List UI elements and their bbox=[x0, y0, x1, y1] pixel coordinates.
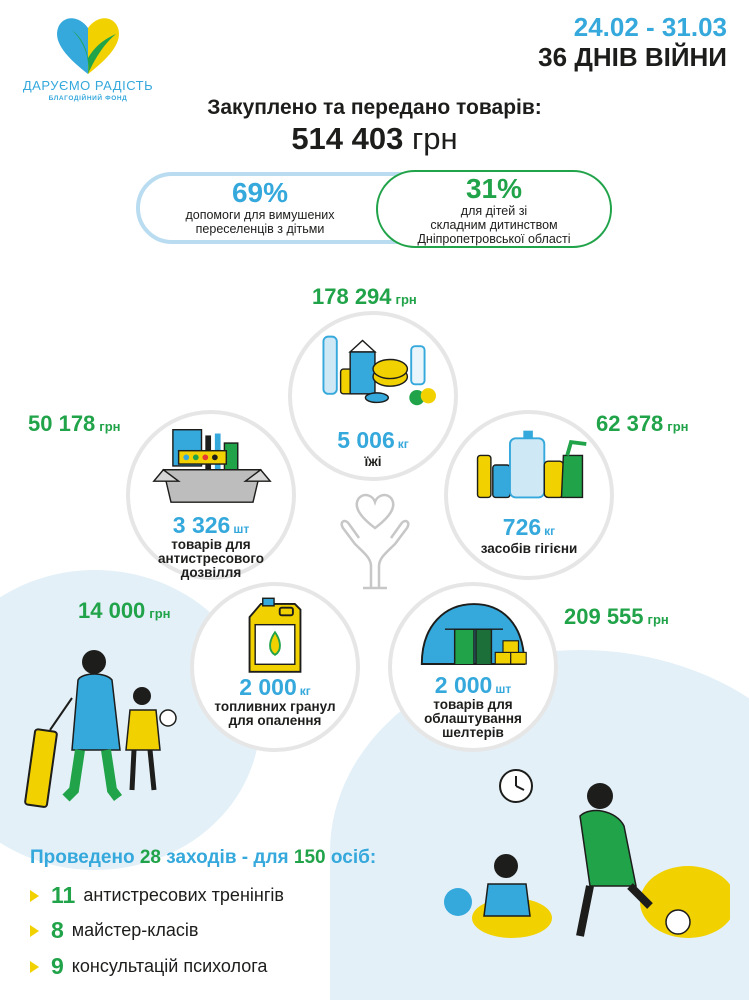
total-value: 514 403 bbox=[291, 121, 404, 156]
amount-value: 62 378 bbox=[596, 411, 664, 436]
headline: Закуплено та передано товарів: bbox=[207, 96, 542, 119]
fuel-canister-icon bbox=[242, 596, 308, 676]
amount-value: 209 555 bbox=[564, 604, 644, 629]
category-circle-food bbox=[288, 311, 458, 481]
qty-value: 5 006 bbox=[337, 427, 395, 453]
category-desc: облаштування bbox=[424, 711, 522, 726]
category-qty bbox=[194, 674, 356, 701]
category-desc: топливних гранул bbox=[214, 699, 336, 714]
qty-unit: шт bbox=[233, 522, 250, 536]
war-days: 36 ДНІВ ВІЙНИ bbox=[538, 42, 727, 72]
activity-count: 11 bbox=[51, 882, 76, 908]
activity-label: консультацій психолога bbox=[71, 956, 268, 976]
total-amount bbox=[0, 121, 749, 157]
activity-item bbox=[30, 917, 198, 944]
category-desc: антистресового bbox=[157, 551, 265, 566]
logo-name: ДАРУЄМО РАДІСТЬ bbox=[22, 78, 154, 93]
qty-unit: кг bbox=[299, 684, 311, 698]
activities-events-count: 28 bbox=[139, 847, 161, 868]
category-desc: товарів для bbox=[433, 697, 513, 712]
activity-count: 9 bbox=[51, 953, 64, 979]
amount-value: 178 294 bbox=[312, 284, 392, 309]
category-desc: товарів для bbox=[171, 537, 251, 552]
activities-people-count: 150 bbox=[293, 847, 326, 868]
category-circle-shelter bbox=[388, 582, 558, 752]
food-icon bbox=[312, 327, 436, 413]
category-desc: для опалення bbox=[228, 713, 322, 728]
triangle-bullet-icon bbox=[30, 961, 39, 973]
activity-label: майстер-класів bbox=[71, 920, 199, 940]
qty-unit: кг bbox=[397, 437, 409, 451]
category-desc: шелтерів bbox=[442, 725, 504, 740]
heart-in-hands-icon bbox=[334, 488, 416, 598]
tent-icon bbox=[416, 596, 532, 674]
category-amount bbox=[564, 604, 669, 630]
total-unit: грн bbox=[412, 121, 458, 156]
activity-item bbox=[30, 953, 267, 980]
split-text: Дніпропетровської області bbox=[417, 232, 571, 246]
qty-unit: шт bbox=[495, 682, 512, 696]
category-circle-art bbox=[126, 410, 296, 580]
qty-value: 2 000 bbox=[434, 672, 493, 698]
art-supplies-box-icon bbox=[150, 422, 274, 508]
activity-item bbox=[30, 882, 284, 909]
category-amount bbox=[28, 411, 121, 437]
category-circle-hygiene bbox=[444, 410, 614, 580]
activities-title-suffix: осіб: bbox=[330, 847, 377, 868]
activities-title bbox=[30, 847, 376, 869]
qty-value: 2 000 bbox=[239, 674, 297, 700]
qty-value: 726 bbox=[502, 514, 542, 540]
category-amount bbox=[312, 284, 417, 310]
qty-unit: кг bbox=[544, 524, 556, 538]
psychologist-session-illustration bbox=[430, 766, 730, 946]
triangle-bullet-icon bbox=[30, 890, 39, 902]
logo-subtitle: БЛАГОДІЙНИЙ ФОНД bbox=[48, 95, 128, 102]
activities-title-middle: заходів - для bbox=[166, 847, 289, 868]
hygiene-products-icon bbox=[468, 426, 592, 504]
split-text: для дітей зі bbox=[460, 204, 528, 218]
split-text: складним дитинством bbox=[430, 218, 558, 232]
amount-unit: грн bbox=[395, 292, 417, 307]
amount-unit: грн bbox=[647, 612, 669, 627]
date-range: 24.02 - 31.03 bbox=[573, 12, 727, 42]
amount-unit: грн bbox=[149, 606, 171, 621]
category-desc: їжі bbox=[364, 454, 382, 469]
category-qty bbox=[130, 512, 292, 539]
category-circle-fuel bbox=[190, 582, 360, 752]
activity-label: антистресових тренінгів bbox=[83, 885, 284, 905]
split-percent: 31% bbox=[465, 173, 523, 204]
split-percent: 69% bbox=[231, 177, 289, 208]
split-text: переселенців з дітьми bbox=[195, 222, 325, 236]
amount-unit: грн bbox=[99, 419, 121, 434]
amount-unit: грн bbox=[667, 419, 689, 434]
category-amount bbox=[78, 598, 171, 624]
category-qty bbox=[448, 514, 610, 541]
split-pill-region bbox=[376, 170, 612, 248]
activities-title-prefix: Проведено bbox=[30, 847, 135, 868]
activity-count: 8 bbox=[51, 917, 64, 943]
heart-logo-icon bbox=[52, 10, 124, 76]
category-desc: засобів гігієни bbox=[480, 541, 578, 556]
qty-value: 3 326 bbox=[172, 512, 231, 538]
family-with-suitcase-illustration bbox=[20, 640, 180, 820]
category-amount bbox=[596, 411, 689, 437]
category-qty bbox=[392, 672, 554, 699]
category-desc: дозвілля bbox=[180, 565, 242, 580]
split-text: допомоги для вимушених bbox=[185, 208, 335, 222]
triangle-bullet-icon bbox=[30, 925, 39, 937]
amount-value: 14 000 bbox=[78, 598, 146, 623]
amount-value: 50 178 bbox=[28, 411, 96, 436]
category-qty bbox=[292, 427, 454, 454]
